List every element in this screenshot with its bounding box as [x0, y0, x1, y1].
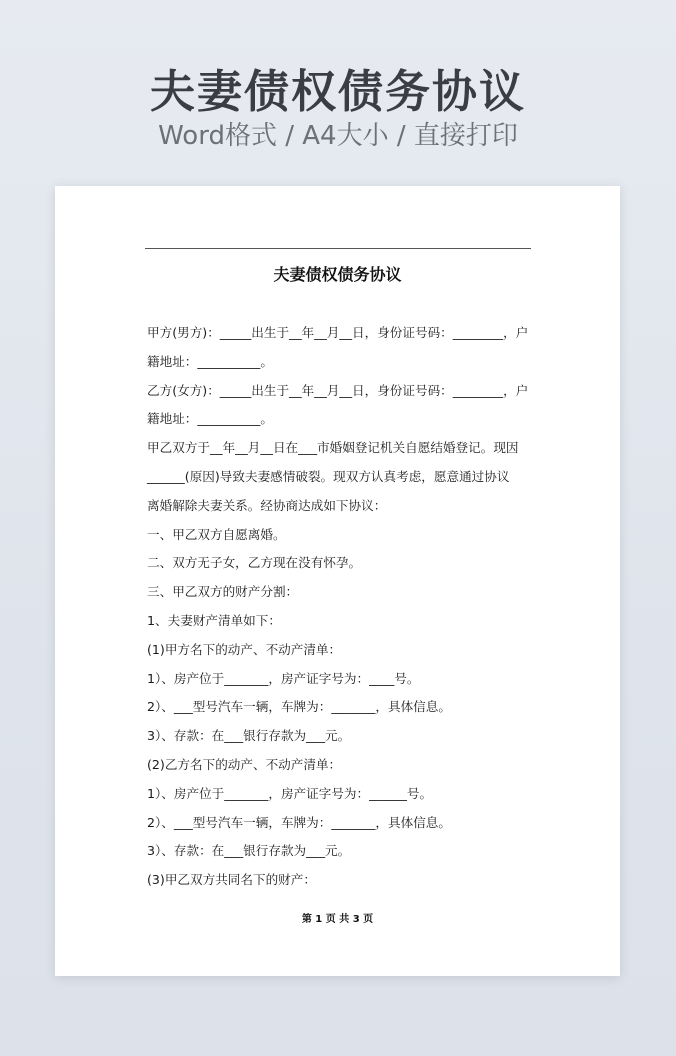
header-rule: [145, 248, 531, 249]
body-line: 2）、___型号汽车一辆，车牌为：_______，具体信息。: [147, 699, 451, 715]
banner-title: 夫妻债权债务协议: [149, 65, 526, 118]
body-line: 甲方(男方)：_____出生于__年__月__日，身份证号码：________，户: [147, 325, 529, 340]
body-line: 三、甲乙双方的财产分割：: [147, 584, 299, 600]
body-line: 甲乙双方于__年__月__日在___市婚姻登记机关自愿结婚登记。现因: [147, 440, 519, 456]
body-line: 籍地址：__________。: [147, 353, 273, 369]
body-line: 3）、存款：在___银行存款为___元。: [147, 728, 351, 744]
body-line: 乙方(女方)：_____出生于__年__月__日，身份证号码：________，户: [147, 382, 529, 398]
document-page: [55, 186, 620, 976]
body-line: ______(原因)导致夫妻感情破裂。现双方认真考虑，愿意通过协议: [147, 468, 510, 484]
body-line: 二、双方无子女，乙方现在没有怀孕。: [147, 555, 362, 571]
body-line: (2)乙方名下的动产、不动产清单：: [147, 756, 342, 772]
body-line: (3)甲乙双方共同名下的财产：: [147, 872, 316, 888]
body-line: 1）、房产位于_______，房产证字号为：______号。: [147, 785, 433, 801]
document-title: 夫妻债权债务协议: [273, 265, 402, 284]
body-line: 3）、存款：在___银行存款为___元。: [147, 843, 351, 859]
body-line: 籍地址：__________。: [147, 411, 273, 427]
page-footer: 第 1 页 共 3 页: [301, 914, 374, 925]
body-line: 1、夫妻财产清单如下：: [147, 612, 281, 628]
document-body: [147, 319, 533, 895]
body-line: 2）、___型号汽车一辆，车牌为：_______，具体信息。: [147, 814, 451, 830]
body-line: 1）、房产位于_______，房产证字号为：____号。: [147, 670, 420, 686]
body-line: (1)甲方名下的动产、不动产清单：: [147, 641, 342, 657]
body-line: 一、甲乙双方自愿离婚。: [147, 526, 286, 542]
body-line: 离婚解除夫妻关系。经协商达成如下协议：: [147, 497, 387, 513]
banner-subtitle: Word格式 / A4大小 / 直接打印: [158, 121, 518, 151]
